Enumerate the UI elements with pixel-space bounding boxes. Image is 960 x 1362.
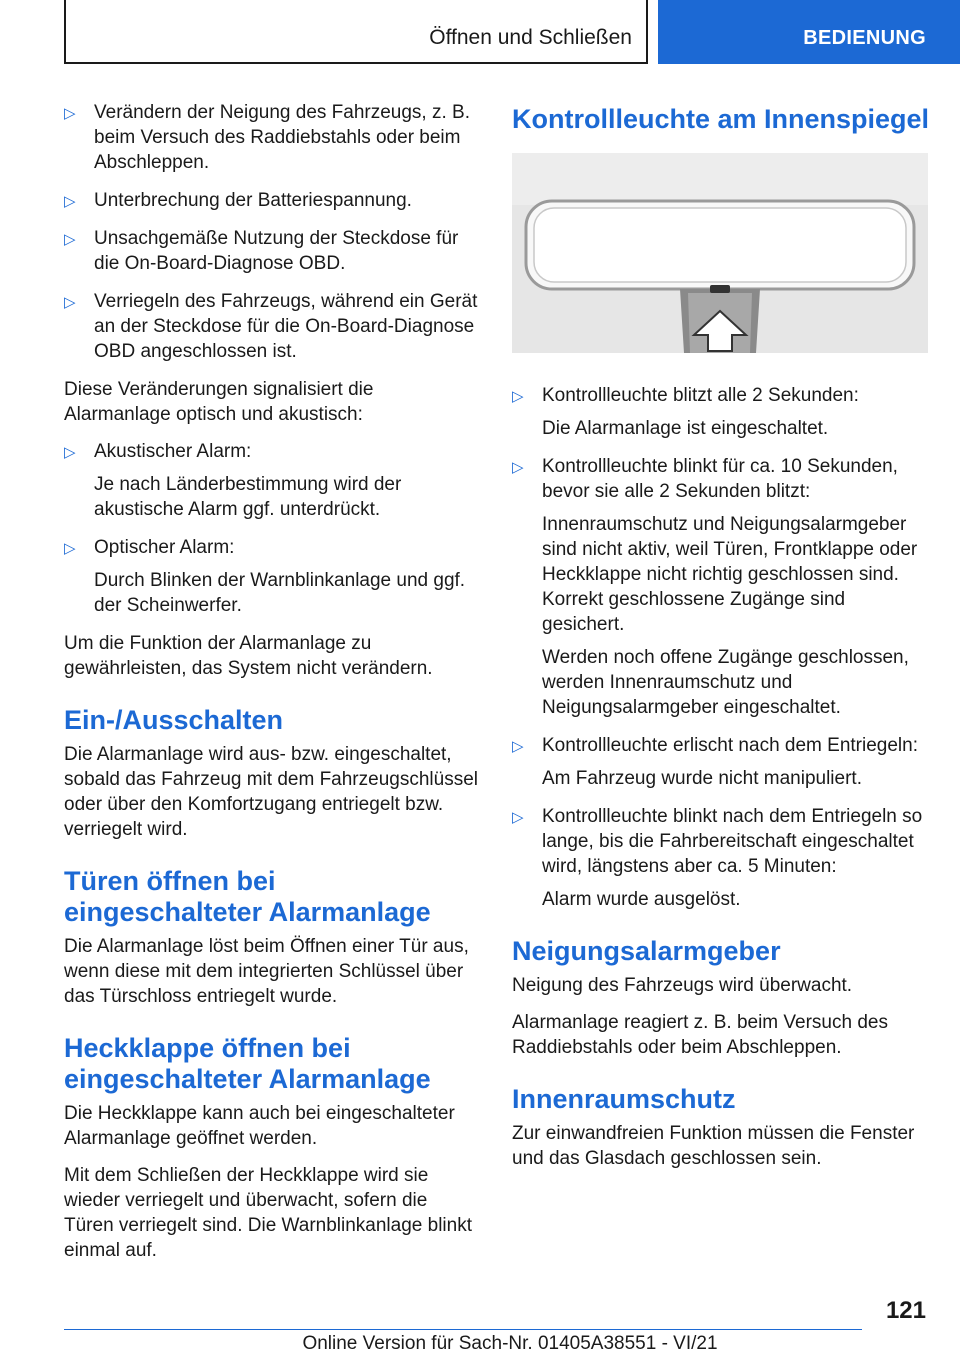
list-item: ▷ Akustischer Alarm: Je nach Länderbestimmung wird der akustische Alarm ggf. unterdrückt. [64,441,402,520]
bullet-list-triggers [64,100,480,364]
triangle-bullet-icon: ▷ [64,105,76,122]
paragraph: Zur einwandfreien Funktion müssen die Fenster und das Glasdach geschlossen sein. [512,1123,915,1169]
list-item: ▷ Kontrollleuchte blinkt nach dem Entriegeln so lange, bis die Fahrbereitschaft eingeschaltet wird, längstens aber ca. 5 Minuten: Alarm wurde ausgelöst. [512,806,923,910]
triangle-bullet-icon: ▷ [64,294,76,311]
paragraph: Die Heckklappe kann auch bei eingeschalteter Alarmanlage geöffnet werden. [64,1103,455,1149]
bullet-list-indicator-states [512,383,932,912]
list-item: ▷ Optischer Alarm: Durch Blinken der Warnblinkanlage und ggf. der Scheinwerfer. [64,537,466,616]
triangle-bullet-icon: ▷ [64,193,76,210]
footer-divider [64,1329,862,1330]
chapter-title: Öffnen und Schließen [429,26,632,49]
paragraph: Mit dem Schließen der Heckklappe wird sie wieder verriegelt und überwacht, sofern die Türen verriegelt sind. Die Warnblinkanlage blinkt einmal auf. [64,1165,472,1261]
heading-heckklappe-oeffnen: Heckklappe öffnen bei eingeschalteter Alarmanlage [64,1033,431,1094]
triangle-bullet-icon: ▷ [64,444,76,461]
right-column [512,100,932,1183]
triangle-bullet-icon: ▷ [512,459,524,476]
heading-innenraumschutz: Innenraumschutz [512,1084,736,1114]
section-title: BEDIENUNG [803,27,926,49]
triangle-bullet-icon: ▷ [512,388,524,405]
heading-neigungsalarmgeber: Neigungsalarmgeber [512,936,781,966]
header-chapter-box [64,0,648,64]
list-item: ▷ Unsachgemäße Nutzung der Steckdose für die On-Board-Diagnose OBD. [64,228,459,274]
rear-view-mirror-illustration [512,153,928,353]
triangle-bullet-icon: ▷ [512,738,524,755]
heading-kontrollleuchte: Kontrollleuchte am Innenspiegel [512,104,930,134]
triangle-bullet-icon: ▷ [64,231,76,248]
paragraph: Alarmanlage reagiert z. B. beim Versuch des Raddiebstahls oder beim Abschleppen. [512,1012,888,1058]
paragraph: Diese Veränderungen signalisiert die Alarmanlage optisch und akustisch: [64,379,374,425]
paragraph: Neigung des Fahrzeugs wird überwacht. [512,975,853,996]
left-column [64,100,480,1275]
paragraph: Die Alarmanlage löst beim Öffnen einer Tür aus, wenn diese mit dem integrierten Schlüssel über das Türschloss entriegelt wurde. [64,936,469,1007]
mirror-drawing [512,153,928,353]
list-item: ▷ Verriegeln des Fahrzeugs, während ein Gerät an der Steckdose für die On-Board-Diagnose OBD angeschlossen ist. [64,291,478,362]
list-item: ▷ Verändern der Neigung des Fahrzeugs, z. B. beim Versuch des Raddiebstahls oder beim Abschleppen. [64,102,471,173]
footer-online-version: Online Version für Sach-Nr. 01405A38551 - VI/21 [302,1333,718,1354]
list-item: ▷ Kontrollleuchte blinkt für ca. 10 Sekunden, bevor sie alle 2 Sekunden blitzt: Innenraumschutz und Neigungsalarmgeber sind nicht aktiv, weil Türen, Frontklappe oder Heckklappe nicht richtig geschlossen sind. Korrekt geschlossene Zugänge sind gesichert. Werden noch offene Zugänge geschlossen, werden Innenraumschutz und Neigungsalarmgeber eingeschaltet. [512,456,918,718]
paragraph: Um die Funktion der Alarmanlage zu gewährleisten, das System nicht verändern. [64,633,433,679]
header-section-box [658,0,960,64]
bullet-list-alarm-types [64,439,480,618]
paragraph: Die Alarmanlage wird aus- bzw. eingeschaltet, sobald das Fahrzeug mit dem Fahrzeugschlüssel oder über den Komfortzugang entriegelt bzw. verriegelt wird. [64,744,478,840]
triangle-bullet-icon: ▷ [512,809,524,826]
heading-ein-ausschalten: Ein-/Ausschalten [64,705,284,735]
triangle-bullet-icon: ▷ [64,540,76,557]
heading-tueren-oeffnen: Türen öffnen bei eingeschalteter Alarmanlage [64,866,431,927]
list-item: ▷ Kontrollleuchte erlischt nach dem Entriegeln: Am Fahrzeug wurde nicht manipuliert. [512,735,918,789]
list-item: ▷ Unterbrechung der Batteriespannung. [64,188,480,213]
list-item: ▷ Kontrollleuchte blitzt alle 2 Sekunden: Die Alarmanlage ist eingeschaltet. [512,385,859,439]
page-number: 121 [885,1297,926,1324]
